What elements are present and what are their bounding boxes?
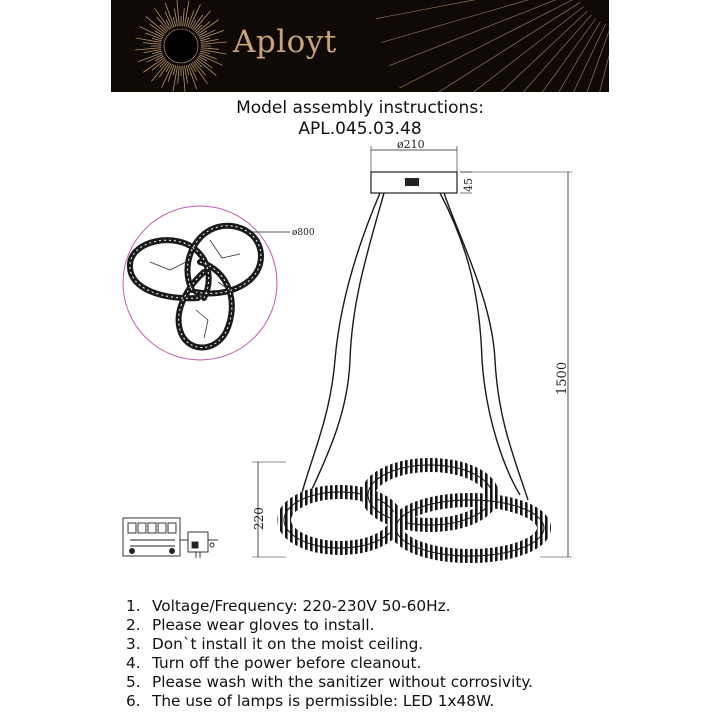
list-item: 3. Don`t install it on the moist ceiling. — [126, 634, 424, 653]
suspension-cables — [300, 193, 528, 505]
ceiling-canopy — [371, 138, 475, 193]
crystal-rings — [284, 465, 544, 556]
list-item: 5. Please wash with the sanitizer without corrosivity. — [126, 672, 534, 691]
page-title: Model assembly instructions: — [236, 98, 484, 118]
list-item: 6. The use of lamps is permissible: LED 1x48W. — [126, 691, 495, 710]
ring-height-label: 220 — [252, 507, 266, 530]
total-height-label: 1500 — [555, 361, 570, 395]
canopy-height-label: 45 — [462, 178, 475, 192]
brand-name: Aployt — [233, 24, 337, 60]
top-view — [123, 206, 315, 360]
model-number: APL.045.03.48 — [298, 119, 422, 139]
list-item: 4. Turn off the power before cleanout. — [126, 653, 422, 672]
list-item: 2. Please wear gloves to install. — [126, 615, 375, 634]
list-item: 1. Voltage/Frequency: 220-230V 50-60Hz. — [126, 597, 451, 615]
top-view-diameter-label: ø800 — [292, 228, 315, 238]
wiring-diagram — [123, 518, 218, 558]
instructions-list — [126, 597, 533, 710]
top-view-circle — [123, 206, 277, 360]
canopy-diameter-label: ø210 — [397, 138, 425, 151]
